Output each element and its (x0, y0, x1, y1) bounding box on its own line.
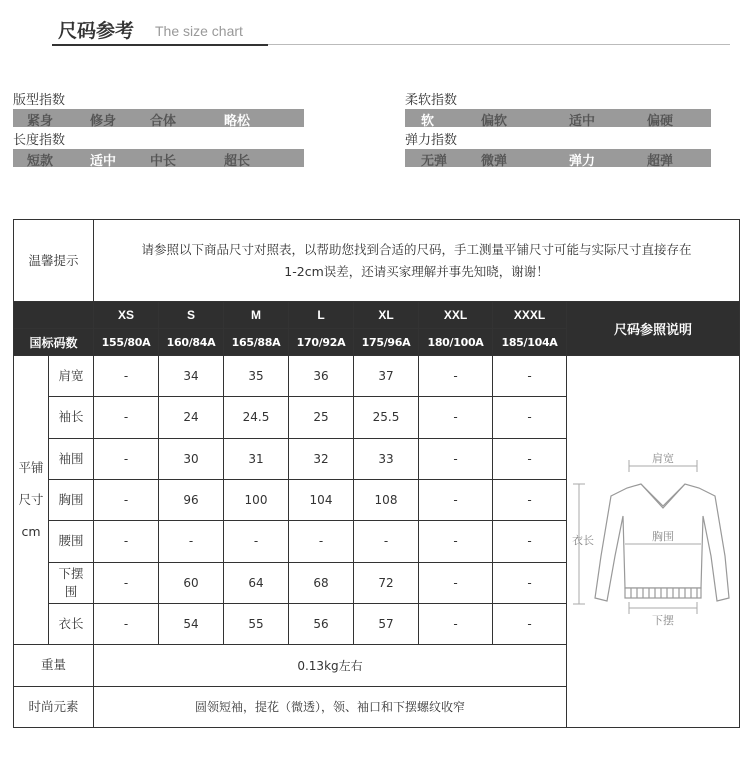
standard-size-cell: 160/84A (159, 329, 224, 356)
row-name: 胸围 (49, 479, 94, 520)
weight-label: 重量 (14, 645, 94, 686)
table-cell: 30 (159, 438, 224, 479)
style-value: 圆领短袖，提花（微透），领、袖口和下摆螺纹收窄 (94, 686, 567, 727)
size-header-blank (14, 302, 94, 329)
table-cell: - (94, 356, 159, 397)
standard-size-cell: 175/96A (354, 329, 419, 356)
table-cell: - (419, 479, 493, 520)
size-header-s: S (159, 302, 224, 329)
page-subtitle: The size chart (155, 23, 243, 39)
table-cell: - (159, 521, 224, 562)
table-cell: - (493, 397, 567, 438)
table-cell: - (354, 521, 419, 562)
softness-index-bar (405, 109, 711, 127)
table-cell: 35 (224, 356, 289, 397)
weight-value: 0.13kg左右 (94, 645, 567, 686)
table-cell: - (493, 562, 567, 603)
row-name: 衣长 (49, 603, 94, 644)
style-label: 时尚元素 (14, 686, 94, 727)
table-cell: 34 (159, 356, 224, 397)
table-cell: - (94, 521, 159, 562)
table-cell: - (94, 438, 159, 479)
length-option-4: 超长 (224, 154, 251, 169)
table-cell: - (493, 356, 567, 397)
table-cell: - (419, 397, 493, 438)
size-table (13, 219, 740, 728)
table-cell: 37 (354, 356, 419, 397)
softness-option-1-selected: 软 (421, 114, 435, 129)
table-cell: 60 (159, 562, 224, 603)
tip-label: 温馨提示 (14, 220, 94, 302)
table-cell: 24.5 (224, 397, 289, 438)
elasticity-option-2: 微弹 (481, 154, 508, 169)
size-header-m: M (224, 302, 289, 329)
table-cell: - (419, 562, 493, 603)
row-name: 下摆围 (49, 562, 94, 603)
table-cell: 57 (354, 603, 419, 644)
standard-size-cell: 180/100A (419, 329, 493, 356)
softness-option-2: 偏软 (481, 114, 508, 129)
row-name: 肩宽 (49, 356, 94, 397)
fit-option-4-selected: 略松 (224, 114, 251, 129)
fit-index-label: 版型指数 (13, 93, 66, 108)
table-cell: 54 (159, 603, 224, 644)
table-cell: - (419, 356, 493, 397)
table-cell: 72 (354, 562, 419, 603)
table-cell: - (493, 479, 567, 520)
shoulder-width-marker (629, 451, 697, 472)
tip-text-line-1: 请参照以下商品尺寸对照表，以帮助您找到合适的尺码，手工测量平铺尺寸可能与实际尺寸直接存在 (141, 241, 692, 257)
length-index-label: 长度指数 (13, 133, 66, 148)
table-cell: 25 (289, 397, 354, 438)
standard-size-label: 国标码数 (14, 329, 94, 356)
hem-text: 下摆 (652, 614, 675, 627)
table-cell: 100 (224, 479, 289, 520)
table-cell: 55 (224, 603, 289, 644)
tip-text (94, 220, 740, 302)
table-cell: - (224, 521, 289, 562)
elasticity-option-1: 无弹 (421, 154, 448, 169)
fit-option-2: 修身 (90, 114, 117, 129)
row-name: 袖围 (49, 438, 94, 479)
size-header-xxl: XXL (419, 302, 493, 329)
flat-size-label (14, 356, 49, 645)
table-cell: - (94, 479, 159, 520)
length-marker (572, 484, 594, 604)
standard-size-cell: 185/104A (493, 329, 567, 356)
length-option-3: 中长 (150, 154, 177, 169)
table-cell: 64 (224, 562, 289, 603)
table-cell: 25.5 (354, 397, 419, 438)
standard-size-cell: 155/80A (94, 329, 159, 356)
shoulder-width-text: 肩宽 (652, 452, 675, 465)
chest-text: 胸围 (652, 530, 675, 543)
header-divider (268, 44, 730, 45)
table-cell: - (493, 438, 567, 479)
table-cell: 33 (354, 438, 419, 479)
page-title: 尺码参考 (58, 20, 135, 42)
size-header-xxxl: XXXL (493, 302, 567, 329)
table-cell: 108 (354, 479, 419, 520)
table-cell: - (419, 438, 493, 479)
size-header-xl: XL (354, 302, 419, 329)
table-cell: 68 (289, 562, 354, 603)
table-row (14, 356, 740, 397)
softness-option-4: 偏硬 (647, 114, 674, 129)
table-cell: - (419, 603, 493, 644)
table-cell: - (493, 521, 567, 562)
flat-size-label-line-3: cm (21, 524, 41, 540)
table-cell: - (94, 397, 159, 438)
row-name: 腰围 (49, 521, 94, 562)
elasticity-option-3-selected: 弹力 (569, 154, 596, 169)
length-option-1: 短款 (27, 154, 54, 169)
table-cell: 24 (159, 397, 224, 438)
table-cell: - (493, 603, 567, 644)
softness-option-3: 适中 (569, 114, 596, 129)
length-index-bar (13, 149, 304, 167)
table-cell: 96 (159, 479, 224, 520)
tip-text-line-2: 1-2cm误差，还请买家理解并事先知晓，谢谢！ (284, 263, 549, 279)
table-cell: - (94, 562, 159, 603)
fit-index-bar (13, 109, 304, 127)
hem-marker (629, 602, 697, 627)
table-cell: 56 (289, 603, 354, 644)
length-text: 衣长 (572, 534, 595, 547)
elasticity-option-4: 超弹 (647, 154, 674, 169)
title-underline (52, 44, 268, 46)
table-cell: - (289, 521, 354, 562)
elasticity-index-bar (405, 149, 711, 167)
table-cell: - (94, 603, 159, 644)
standard-size-cell: 170/92A (289, 329, 354, 356)
row-name: 袖长 (49, 397, 94, 438)
sweater-diagram (567, 356, 739, 724)
flat-size-label-line-1: 平铺 (18, 460, 44, 476)
table-cell: 104 (289, 479, 354, 520)
length-option-2-selected: 适中 (90, 154, 117, 169)
garment-diagram-cell (567, 356, 740, 728)
fit-option-3: 合体 (150, 114, 177, 129)
flat-size-label-line-2: 尺寸 (18, 492, 44, 508)
fit-option-1: 紧身 (27, 114, 54, 129)
table-cell: 32 (289, 438, 354, 479)
size-header-xs: XS (94, 302, 159, 329)
table-cell: 31 (224, 438, 289, 479)
elasticity-index-label: 弹力指数 (405, 133, 458, 148)
table-cell: - (419, 521, 493, 562)
size-header-l: L (289, 302, 354, 329)
standard-size-cell: 165/88A (224, 329, 289, 356)
table-cell: 36 (289, 356, 354, 397)
size-description-header: 尺码参照说明 (567, 302, 740, 356)
softness-index-label: 柔软指数 (405, 93, 458, 108)
